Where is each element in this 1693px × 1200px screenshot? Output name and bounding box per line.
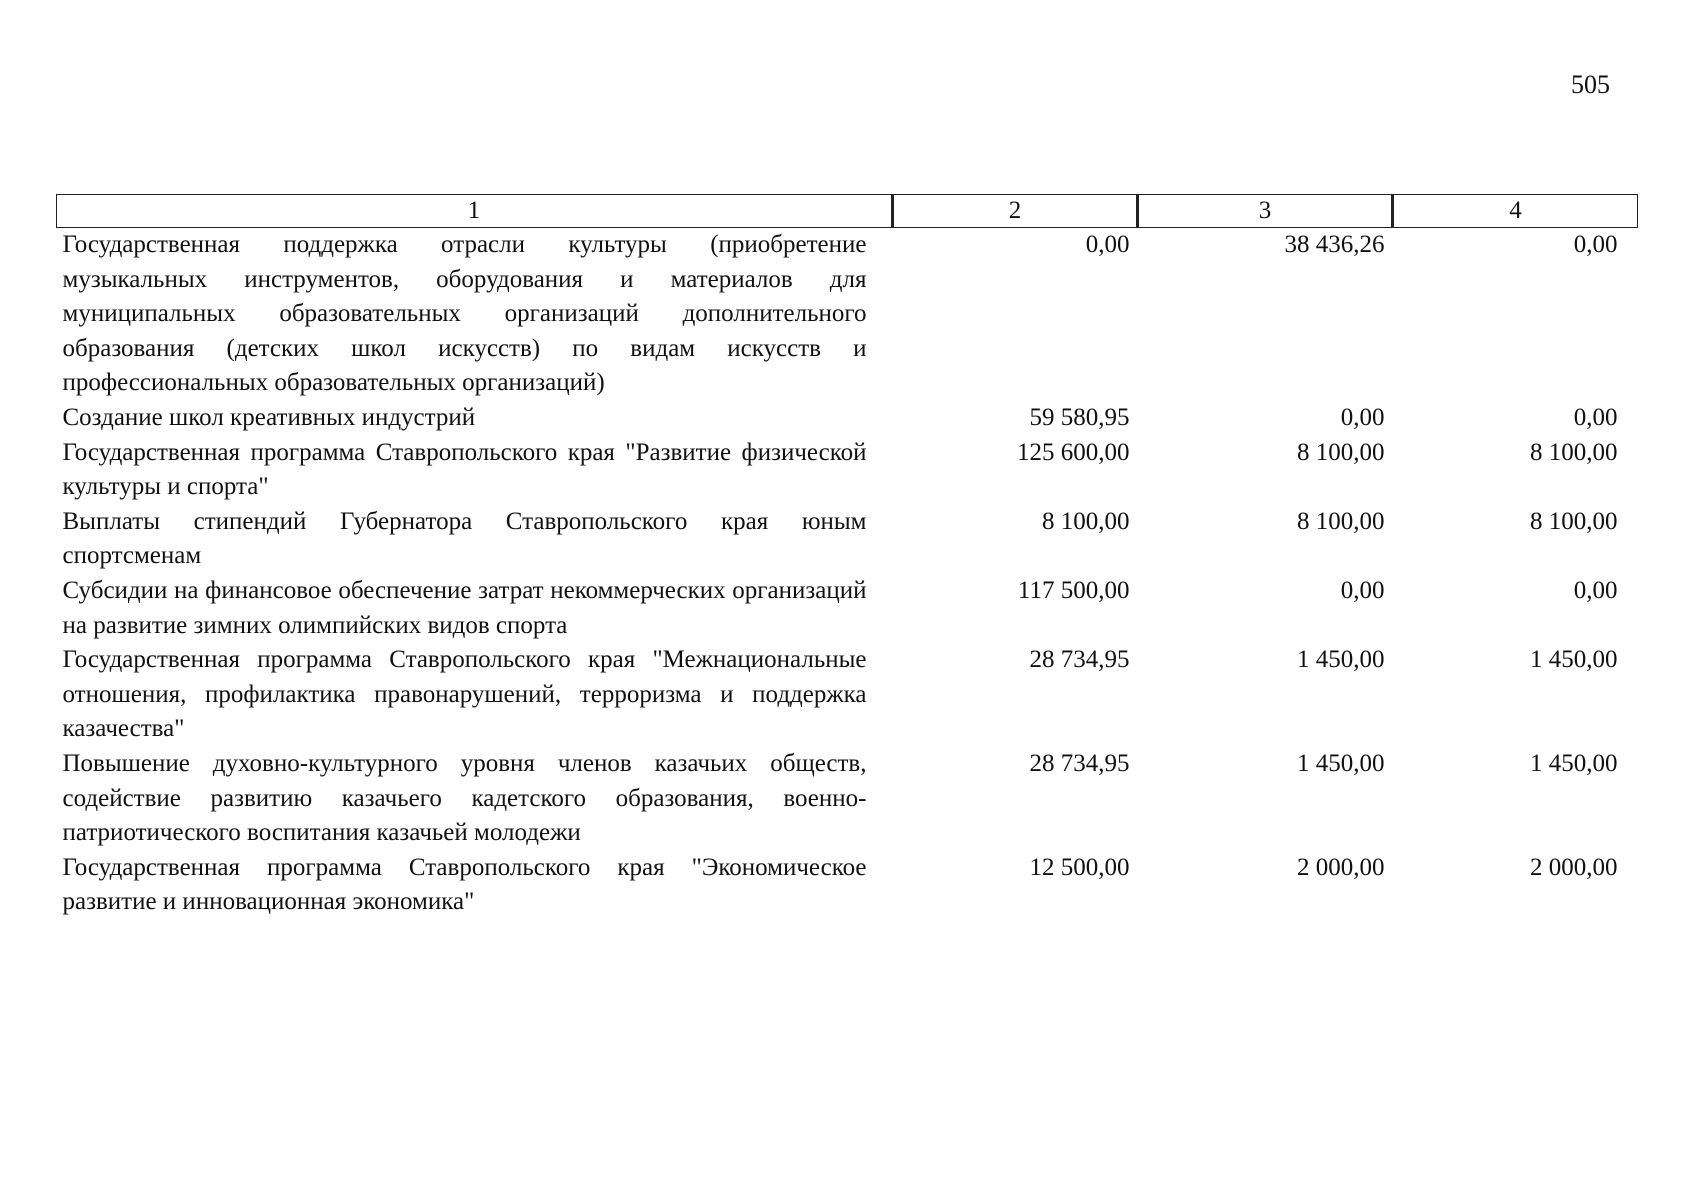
row-value-col3: 8 100,00	[1297, 438, 1385, 466]
table-row	[57, 401, 1638, 436]
column-header-2: 2	[893, 195, 1138, 228]
column-header-3: 3	[1138, 195, 1393, 228]
table-row	[57, 643, 1638, 747]
column-header-1: 1	[57, 195, 893, 228]
row-name: Субсидии на финансовое обеспечение затрат некоммерческих организаций на развитие зимних олимпийских видов спорта	[62, 576, 867, 639]
row-value-col2: 59 580,95	[1029, 403, 1130, 431]
row-value-col4: 8 100,00	[1530, 507, 1618, 535]
row-value-col4: 1 450,00	[1530, 646, 1618, 674]
budget-table	[56, 194, 1638, 920]
row-name: Государственная программа Ставропольского края "Развитие физической культуры и спорта"	[62, 438, 867, 501]
row-value-col4: 1 450,00	[1530, 749, 1618, 777]
row-value-col4: 8 100,00	[1530, 438, 1618, 466]
row-value-col2: 125 600,00	[1017, 438, 1130, 466]
row-name: Государственная программа Ставропольского края "Экономическое развитие и инновационная экономика"	[62, 853, 867, 916]
row-value-col2: 0,00	[1085, 231, 1130, 258]
row-value-col4: 0,00	[1573, 231, 1618, 258]
row-name: Государственная программа Ставропольского края "Межнациональные отношения, профилактика правонарушений, терроризма и поддержка казачества"	[62, 646, 867, 743]
row-value-col3: 2 000,00	[1297, 853, 1385, 881]
row-value-col3: 8 100,00	[1297, 507, 1385, 535]
row-value-col2: 12 500,00	[1029, 853, 1130, 881]
column-header-4: 4	[1393, 195, 1638, 228]
row-name: Выплаты стипендий Губернатора Ставропольского края юным спортсменам	[62, 507, 867, 570]
row-value-col3: 0,00	[1340, 403, 1385, 431]
row-value-col3: 1 450,00	[1297, 749, 1385, 777]
row-name: Государственная поддержка отрасли культуры (приобретение музыкальных инструментов, оборудования и материалов для муниципальных образовательных организаций дополнительного образования (детских школ искусств) по видам искусств и профессиональных образовательных организаций)	[62, 231, 867, 397]
row-value-col4: 0,00	[1573, 576, 1618, 604]
row-value-col2: 28 734,95	[1029, 646, 1130, 674]
table-row	[57, 228, 1638, 401]
table-row	[57, 574, 1638, 643]
table-row	[57, 851, 1638, 920]
table-row	[57, 505, 1638, 574]
row-value-col4: 0,00	[1573, 403, 1618, 431]
row-value-col2: 117 500,00	[1017, 576, 1130, 604]
row-name: Повышение духовно-культурного уровня членов казачьих обществ, содействие развитию казачьего кадетского образования, военно-патриотического воспитания казачьей молодежи	[62, 749, 867, 847]
table-header	[57, 195, 1638, 228]
table-row	[57, 747, 1638, 851]
header-row	[57, 195, 1638, 228]
row-value-col2: 8 100,00	[1042, 507, 1130, 535]
row-value-col3: 1 450,00	[1297, 646, 1385, 674]
row-value-col3: 0,00	[1340, 576, 1385, 604]
row-value-col4: 2 000,00	[1530, 853, 1618, 881]
row-value-col2: 28 734,95	[1029, 749, 1130, 777]
table-row	[57, 436, 1638, 505]
table-body	[57, 228, 1638, 920]
page-number: 505	[1571, 70, 1610, 99]
row-value-col3: 38 436,26	[1284, 231, 1385, 258]
row-name: Создание школ креативных индустрий	[62, 403, 476, 431]
